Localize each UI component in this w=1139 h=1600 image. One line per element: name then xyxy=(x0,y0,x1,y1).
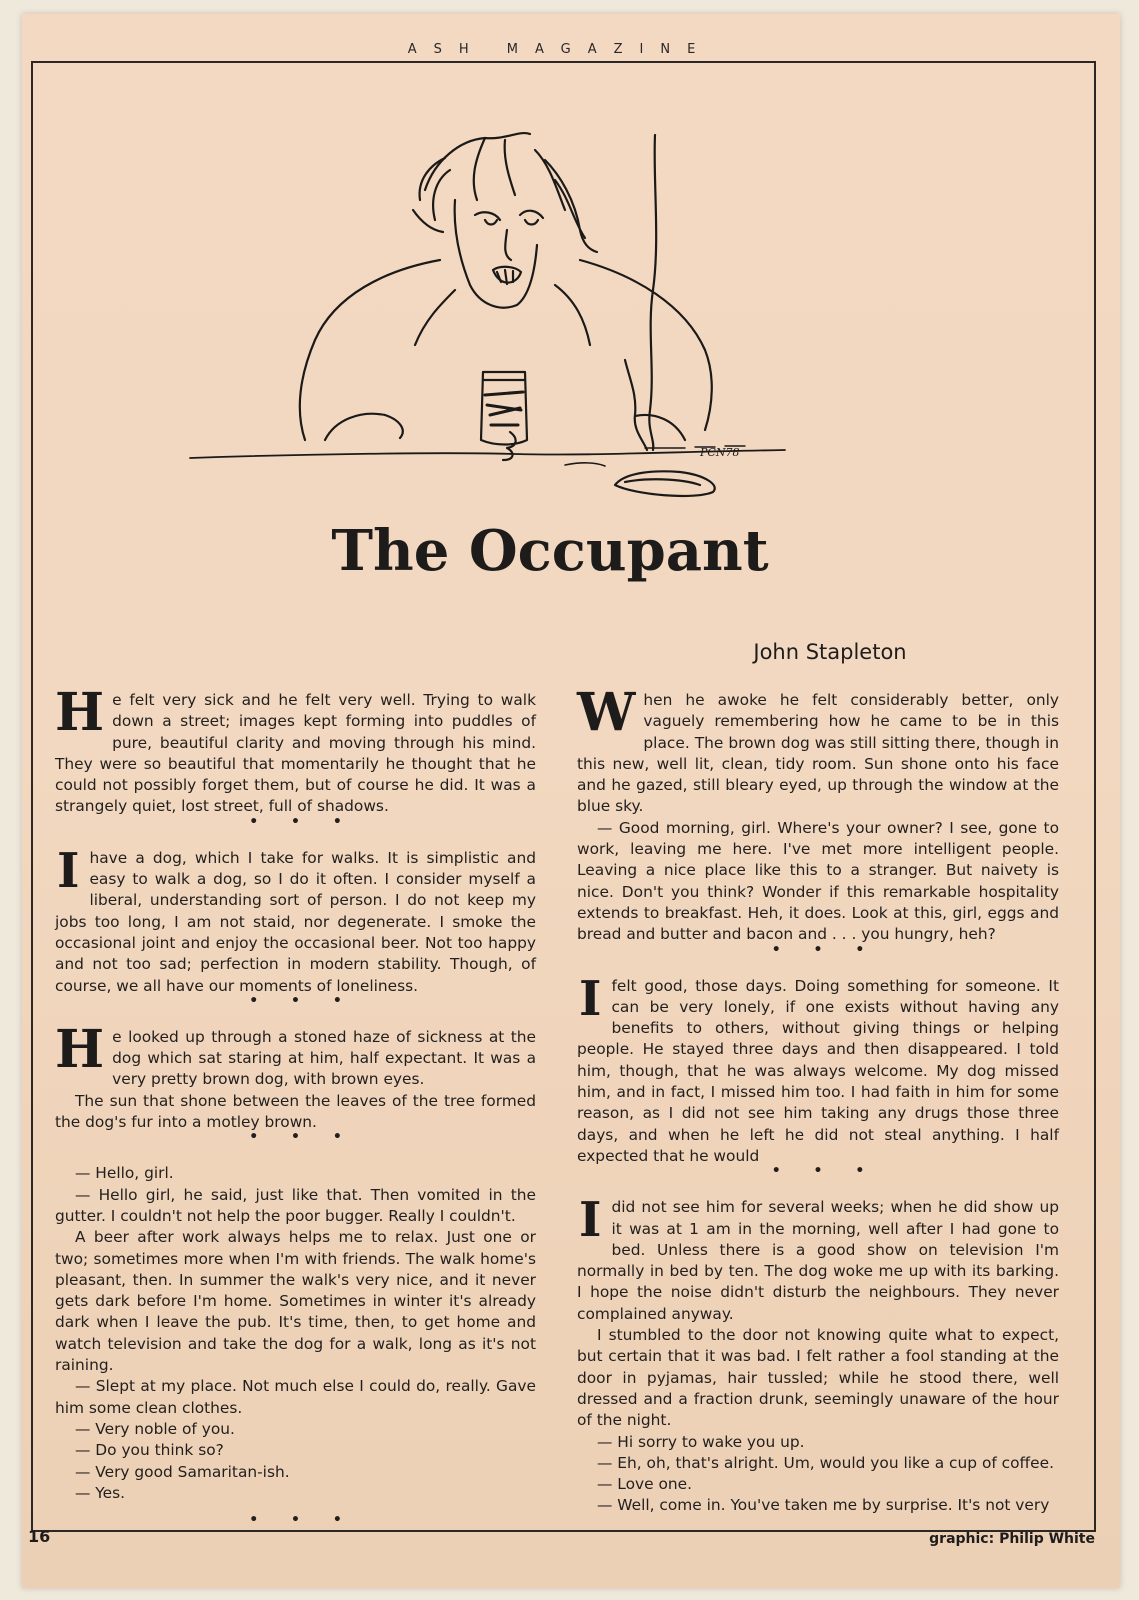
paragraph xyxy=(55,842,536,997)
paragraph xyxy=(577,1192,1059,1325)
drop-cap: I xyxy=(579,1192,602,1249)
section-separator: • • • xyxy=(771,941,879,958)
right-column xyxy=(577,682,1059,1517)
dialogue-line: — Hi sorry to wake you up. xyxy=(597,1432,805,1451)
drop-cap: I xyxy=(57,842,80,899)
paragraph-text: have a dog, which I take for walks. It is simplistic and easy to walk a dog, so I do it often. I consider myself a liberal, understanding sort of person. I do not keep my jobs too long, I am not staid, nor degenerate. I smoke the occasional joint and enjoy the occasional beer. Not too happy and not too sad; perfection in modern stability. Though, of course, we all have our moments of loneliness. xyxy=(55,848,536,995)
section-separator: • • • xyxy=(249,992,356,1009)
section-separator: • • • xyxy=(249,813,356,830)
paragraph: I stumbled to the door not knowing quite what to expect, but certain that it was bad. I felt rather a fool standing at the door in pyjamas, hair tussled; while he stood there, well dressed and a fraction drunk, seemingly unaware of the hour of the night. xyxy=(577,1326,1059,1430)
illustration-signature: PCN78 xyxy=(700,446,740,459)
dialogue-line: — Very good Samaritan-ish. xyxy=(75,1462,290,1481)
paragraph-text: hen he awoke he felt considerably better, only vaguely remembering how he came to be in this place. The brown dog was still sitting there, though in this new, well lit, clean, tidy room. Sun shone onto his face and he gazed, still bleary eyed, up through the window at the blue sky. xyxy=(577,691,1059,816)
dialogue-line: — Eh, oh, that's alright. Um, would you like a cup of coffee. xyxy=(597,1453,1054,1472)
drop-cap: W xyxy=(577,682,636,743)
dialogue-line: — Slept at my place. Not much else I could do, really. Gave him some clean clothes. xyxy=(55,1377,536,1417)
section-separator: • • • xyxy=(249,1129,356,1146)
ink-sketch-illustration xyxy=(185,120,825,520)
masthead: ASH MAGAZINE xyxy=(407,42,713,57)
left-column xyxy=(55,682,536,1532)
article-title: The Occupant xyxy=(331,518,769,584)
dialogue-line: — Do you think so? xyxy=(75,1441,224,1460)
dialogue-line: — Well, come in. You've taken me by surprise. It's not very xyxy=(597,1496,1050,1515)
page-number: 16 xyxy=(28,1527,51,1546)
paragraph-text: e felt very sick and he felt very well. Trying to walk down a street; images kept forming into puddles of pure, beautiful clarity and moving through his mind. They were so beautiful that momentarily he thought that he could not possibly forget them, but of course he did. It was a strangely quiet, lost street, full of shadows. xyxy=(55,691,536,816)
paragraph-text: e looked up through a stoned haze of sickness at the dog which sat staring at him, half expectant. It was a very pretty brown dog, with brown eyes. xyxy=(112,1027,536,1089)
paragraph xyxy=(577,682,1059,818)
dialogue-line: — Hello, girl. xyxy=(75,1164,174,1183)
section-separator: • • • xyxy=(771,1163,879,1180)
paragraph xyxy=(577,970,1059,1168)
dialogue-line: — Hello girl, he said, just like that. Then vomited in the gutter. I couldn't not help the poor bugger. Really I couldn't. xyxy=(55,1185,536,1225)
paragraph xyxy=(55,682,536,818)
drop-cap: H xyxy=(55,682,105,743)
drop-cap: I xyxy=(579,970,602,1027)
paragraph: The sun that shone between the leaves of the tree formed the dog's fur into a motley brown. xyxy=(55,1091,536,1132)
dialogue-line: — Very noble of you. xyxy=(75,1419,235,1438)
paragraph: A beer after work always helps me to relax. Just one or two; sometimes more when I'm with friends. The walk home's pleasant, then. In summer the walk's very nice, and it never gets dark before I'm home. Sometimes in winter it's already dark when I leave the pub. It's time, then, to get home and watch television and take the dog for a walk, long as it's not raining. xyxy=(55,1228,536,1375)
paragraph-text: felt good, those days. Doing something for someone. It can be very lonely, if one exists without having any benefits to others, without giving things or helping people. He stayed three days and then disappeared. I told him, though, that he was always welcome. My dog missed him, and in fact, I missed him too. I had faith in him for some reason, as I did not see him taking any drugs those three days, and when he left he did not steal anything. I half expected that he would xyxy=(577,976,1059,1165)
paragraph: — Good morning, girl. Where's your owner? I see, gone to work, leaving me here. I've met more intelligent people. Leaving a nice place like this to a stranger. But naivety is nice. Don't you think? Wonder if this remarkable hospitality extends to breakfast. Heh, it does. Look at this, girl, eggs and bread and butter and bacon and . . . you hungry, heh? xyxy=(577,818,1059,944)
dialogue-line: — Yes. xyxy=(75,1483,126,1502)
section-separator: • • • xyxy=(249,1512,356,1529)
paragraph-text: did not see him for several weeks; when he did show up it was at 1 am in the morning, well after I had gone to bed. Unless there is a good show on television I'm normally in bed by ten. The dog woke me up with its barking. I hope the noise didn't disturb the neighbours. They never complained anyway. xyxy=(577,1198,1059,1323)
paragraph xyxy=(55,1018,536,1091)
dialogue-line: — Love one. xyxy=(597,1475,693,1494)
author-byline: John Stapleton xyxy=(753,640,907,664)
graphic-credit: graphic: Philip White xyxy=(929,1531,1095,1547)
drop-cap: H xyxy=(55,1018,105,1080)
